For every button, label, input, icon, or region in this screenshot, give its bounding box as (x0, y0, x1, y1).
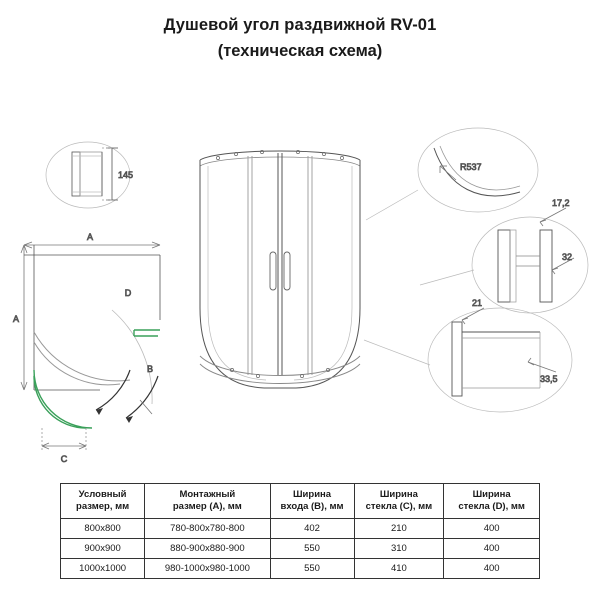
col-header-line-1: Ширина (472, 489, 511, 500)
col-header-nominal-size (61, 484, 145, 519)
cell-entry-width: 550 (270, 539, 354, 559)
table-row (61, 539, 540, 559)
col-header-entry-width (270, 484, 354, 519)
table-head (61, 484, 540, 519)
cell-glass-width-d: 400 (444, 559, 540, 579)
cell-nominal-size: 1000x1000 (61, 559, 145, 579)
col-header-glass-width-c (354, 484, 444, 519)
label-radius: R537 (460, 162, 482, 172)
col-header-line-2: входа (B), мм (280, 501, 344, 512)
cell-glass-width-c: 310 (354, 539, 444, 559)
wall-profile-detail (364, 308, 572, 412)
label-plan-c: C (60, 454, 68, 464)
cell-entry-width: 402 (270, 519, 354, 539)
label-profile-width: 17,2 (552, 198, 570, 208)
cell-glass-width-d: 400 (444, 519, 540, 539)
table-header-row (61, 484, 540, 519)
col-header-mounting-size (145, 484, 270, 519)
table-row (61, 519, 540, 539)
label-plan-a-top: A (86, 232, 94, 242)
page-title: Душевой угол раздвижной RV-01 (163, 16, 437, 34)
col-header-line-1: Условный (78, 489, 127, 500)
col-header-line-2: стекла (C), мм (365, 501, 433, 512)
cell-mounting-size: 780-800x780-800 (145, 519, 270, 539)
table-row (61, 559, 540, 579)
label-plan-a-left: A (12, 314, 20, 324)
radius-detail (366, 128, 538, 220)
col-header-line-1: Монтажный (179, 489, 236, 500)
label-glass-depth: 33,5 (540, 374, 558, 384)
label-panel-thickness: 145 (118, 170, 134, 180)
cell-glass-width-d: 400 (444, 539, 540, 559)
specs-table (60, 483, 540, 579)
col-header-line-2: размер, мм (76, 501, 130, 512)
table-body (61, 519, 540, 579)
cell-mounting-size: 880-900x880-900 (145, 539, 270, 559)
cell-nominal-size: 800x800 (61, 519, 145, 539)
col-header-line-1: Ширина (293, 489, 332, 500)
label-plan-b: B (146, 364, 154, 374)
cell-entry-width: 550 (270, 559, 354, 579)
technical-diagram (0, 70, 600, 470)
col-header-line-1: Ширина (379, 489, 418, 500)
cell-glass-width-c: 410 (354, 559, 444, 579)
label-plan-d: D (124, 288, 132, 298)
main-elevation (200, 150, 360, 388)
dimension-panel-thickness (102, 148, 118, 200)
cell-nominal-size: 900x900 (61, 539, 145, 559)
page-subtitle: (техническая схема) (217, 42, 383, 60)
label-glass-offset: 21 (472, 298, 483, 308)
cell-glass-width-c: 210 (354, 519, 444, 539)
col-header-line-2: размер (A), мм (172, 501, 242, 512)
plan-view (21, 242, 160, 452)
cell-mounting-size: 980-1000x980-1000 (145, 559, 270, 579)
col-header-line-2: стекла (D), мм (458, 501, 525, 512)
col-header-glass-width-d (444, 484, 540, 519)
label-profile-depth: 32 (562, 252, 573, 262)
